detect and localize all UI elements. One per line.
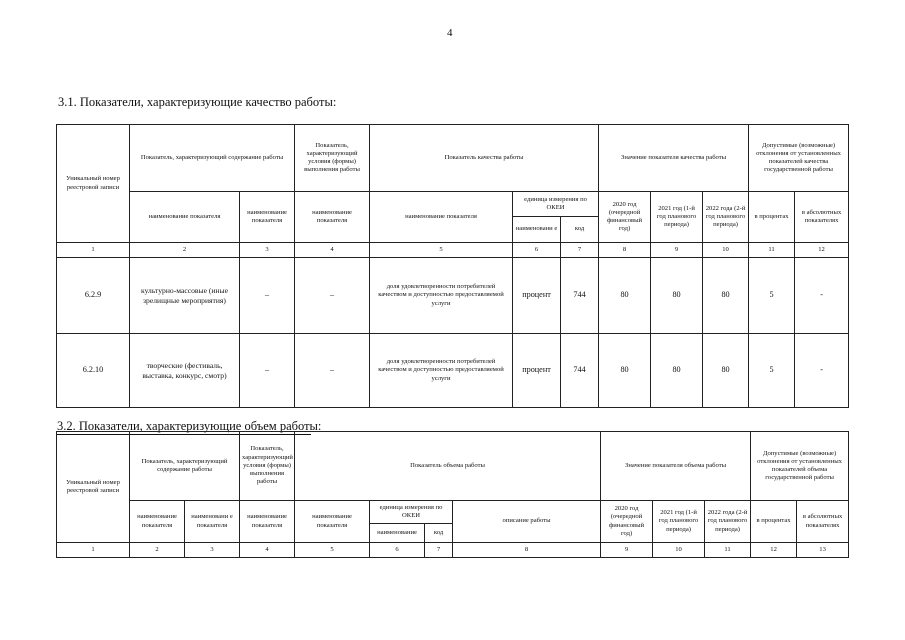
col-number: 10 xyxy=(703,243,749,258)
deviation-percent: 5 xyxy=(749,258,795,334)
header-registry-number: Уникальный номер реестровой записи xyxy=(57,432,130,543)
deviation-absolute: - xyxy=(795,258,849,334)
section2-heading-text: 3.2. Показатели, характеризующие объем работы: xyxy=(57,419,322,433)
header-deviation: Допустимые (возможные) отклонения от установленных показателей качества государственной работы xyxy=(749,125,849,192)
column-number-row xyxy=(57,243,849,258)
column-number-row xyxy=(57,543,849,558)
value-2020: 80 xyxy=(599,334,651,408)
header-indicator-name: наименовани е показателя xyxy=(185,501,240,543)
header-indicator-name: наименование показателя xyxy=(130,501,185,543)
header-in-percent: в процентах xyxy=(749,192,795,243)
header-unit-okei: единица измерения по ОКЕИ xyxy=(370,501,453,524)
header-unit-okei: единица измерения по ОКЕИ xyxy=(513,192,599,217)
content-value: творческие (фестиваль, выставка, конкурс, смотр) xyxy=(130,334,240,408)
content-value: культурно-массовые (иные зрелищные мероприятия) xyxy=(130,258,240,334)
col-number: 5 xyxy=(370,243,513,258)
col-number: 12 xyxy=(795,243,849,258)
header-work-description: описание работы xyxy=(453,501,601,543)
col-number: 4 xyxy=(295,243,370,258)
header-volume-indicator: Показатель объема работы xyxy=(295,432,601,501)
header-unit-code: код xyxy=(561,217,599,243)
value-2021: 80 xyxy=(651,334,703,408)
header-in-absolute: в абсолютных показателях xyxy=(795,192,849,243)
col-number: 10 xyxy=(653,543,705,558)
unit-code-value: 744 xyxy=(561,258,599,334)
deviation-percent: 5 xyxy=(749,334,795,408)
col-number: 1 xyxy=(57,543,130,558)
quality-indicator-value: доля удовлетворенности потребителей качеством и доступностью предоставляемой услуги xyxy=(370,334,513,408)
header-deviation: Допустимые (возможные) отклонения от установленных показателей объема государственной работы xyxy=(751,432,849,501)
table-row xyxy=(57,258,849,334)
header-year-2022: 2022 года (2-й год планового периода) xyxy=(703,192,749,243)
header-indicator-name: наименование показателя xyxy=(130,192,240,243)
header-conditions-indicator: Показатель, характеризующий условия (формы) выполнения работы xyxy=(295,125,370,192)
col-number: 11 xyxy=(749,243,795,258)
value-2022: 80 xyxy=(703,334,749,408)
col-number: 6 xyxy=(370,543,425,558)
col-number: 8 xyxy=(453,543,601,558)
col-number: 5 xyxy=(295,543,370,558)
unit-name-value: процент xyxy=(513,334,561,408)
col-number: 12 xyxy=(751,543,797,558)
cell-value: – xyxy=(240,258,295,334)
col-number: 3 xyxy=(240,243,295,258)
deviation-absolute: - xyxy=(795,334,849,408)
header-content-indicator: Показатель, характеризующий содержание работы xyxy=(130,432,240,501)
col-number: 7 xyxy=(561,243,599,258)
page-number: 4 xyxy=(447,27,453,39)
value-2022: 80 xyxy=(703,258,749,334)
header-registry-number: Уникальный номер реестровой записи xyxy=(57,125,130,243)
header-year-2020: 2020 год (очередной финансовый год) xyxy=(601,501,653,543)
cell-value: – xyxy=(240,334,295,408)
header-unit-code: код xyxy=(425,524,453,543)
col-number: 9 xyxy=(601,543,653,558)
header-year-2021: 2021 год (1-й год планового периода) xyxy=(653,501,705,543)
header-indicator-name: наименование показателя xyxy=(240,192,295,243)
volume-indicators-table xyxy=(56,431,849,558)
header-indicator-name: наименование показателя xyxy=(370,192,513,243)
unit-code-value: 744 xyxy=(561,334,599,408)
header-quality-indicator: Показатель качества работы xyxy=(370,125,599,192)
cell-value: – xyxy=(295,334,370,408)
header-in-percent: в процентах xyxy=(751,501,797,543)
col-number: 2 xyxy=(130,543,185,558)
col-number: 13 xyxy=(797,543,849,558)
quality-indicator-value: доля удовлетворенности потребителей качеством и доступностью предоставляемой услуги xyxy=(370,258,513,334)
quality-indicators-table xyxy=(56,124,849,408)
header-in-absolute: в абсолютных показателях xyxy=(797,501,849,543)
col-number: 1 xyxy=(57,243,130,258)
col-number: 4 xyxy=(240,543,295,558)
col-number: 7 xyxy=(425,543,453,558)
col-number: 3 xyxy=(185,543,240,558)
registry-id: 6.2.10 xyxy=(57,334,130,408)
header-unit-name: наименование xyxy=(370,524,425,543)
header-year-2022: 2022 года (2-й год планового периода) xyxy=(705,501,751,543)
col-number: 11 xyxy=(705,543,751,558)
table-row xyxy=(57,334,849,408)
header-indicator-name: наименование показателя xyxy=(295,192,370,243)
header-year-2021: 2021 год (1-й год планового периода) xyxy=(651,192,703,243)
cell-value: – xyxy=(295,258,370,334)
col-number: 2 xyxy=(130,243,240,258)
header-volume-value: Значение показателя объема работы xyxy=(601,432,751,501)
header-quality-value: Значение показателя качества работы xyxy=(599,125,749,192)
header-indicator-name: наименование показателя xyxy=(240,501,295,543)
header-indicator-name: наименование показателя xyxy=(295,501,370,543)
col-number: 8 xyxy=(599,243,651,258)
value-2021: 80 xyxy=(651,258,703,334)
col-number: 6 xyxy=(513,243,561,258)
section1-heading: 3.1. Показатели, характеризующие качество работы: xyxy=(58,95,337,109)
value-2020: 80 xyxy=(599,258,651,334)
col-number: 9 xyxy=(651,243,703,258)
header-content-indicator: Показатель, характеризующий содержание работы xyxy=(130,125,295,192)
header-year-2020: 2020 год (очередной финансовый год) xyxy=(599,192,651,243)
unit-name-value: процент xyxy=(513,258,561,334)
registry-id: 6.2.9 xyxy=(57,258,130,334)
header-unit-name: наименовани е xyxy=(513,217,561,243)
header-conditions-indicator: Показатель, характеризующий условия (формы) выполнения работы xyxy=(240,432,295,501)
